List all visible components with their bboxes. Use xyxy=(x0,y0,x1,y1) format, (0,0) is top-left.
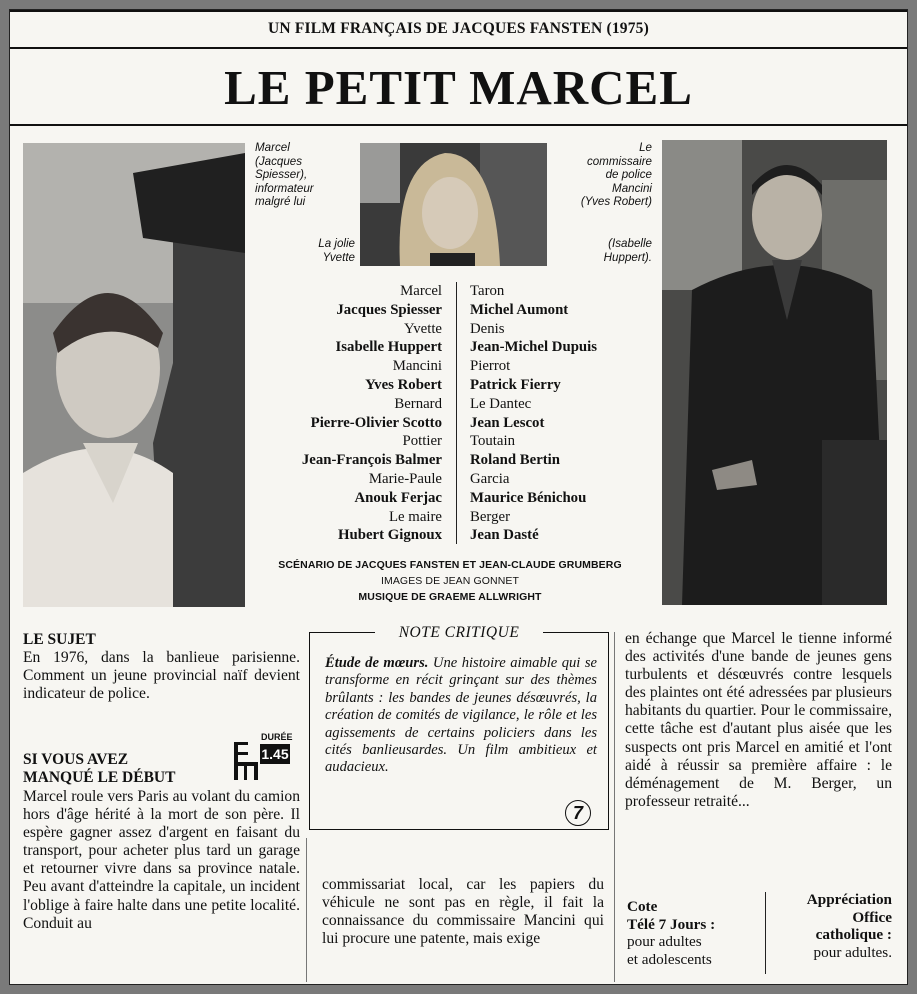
cote-section xyxy=(627,898,715,968)
note-lead: Étude de mœurs. xyxy=(325,655,429,671)
debut-text-col2: commissariat local, car les papiers du véhicule ne sont pas en règle, il fait la connaissance du commissaire Mancini qui lui procure une patente, mais exige xyxy=(322,876,604,948)
cast-actor: Jean Lescot xyxy=(470,414,545,431)
appreciation-section xyxy=(772,891,892,961)
chair-icon xyxy=(232,740,260,782)
photo-yvette xyxy=(360,143,547,266)
cast-role: Le Dantec xyxy=(470,395,532,412)
cast-actor: Isabelle Huppert xyxy=(335,339,442,356)
cast-role: Marie-Paule xyxy=(368,470,442,487)
column-rule-1 xyxy=(306,838,307,982)
cote-value-1: pour adultes xyxy=(627,933,702,950)
sujet-section xyxy=(23,631,300,703)
cast-actor: Yves Robert xyxy=(365,376,442,393)
cast-role: Yvette xyxy=(404,320,442,337)
cast-actor: Anouk Ferjac xyxy=(354,489,442,506)
cast-list-right xyxy=(470,282,670,545)
appreciation-label-1: Appréciation xyxy=(806,891,892,908)
cast-actor: Michel Aumont xyxy=(470,301,569,318)
cast-role: Garcia xyxy=(470,470,510,487)
cast-role: Pottier xyxy=(402,433,442,450)
subtitle-rule xyxy=(10,47,907,49)
appreciation-value: pour adultes. xyxy=(813,943,892,961)
cast-role: Denis xyxy=(470,320,505,337)
cote-value-2: et adolescents xyxy=(627,950,712,968)
cast-actor: Roland Bertin xyxy=(470,452,561,469)
caption-marcel: Marcel (Jacques Spiesser), informateur malgré lui xyxy=(255,141,314,208)
sujet-heading: LE SUJET xyxy=(23,631,96,648)
cast-actor: Jacques Spiesser xyxy=(336,301,442,318)
column-rule-2 xyxy=(614,632,615,982)
cast-role: Taron xyxy=(470,283,505,299)
caption-yvette: La jolie Yvette xyxy=(318,237,355,264)
appreciation-label-3: catholique : xyxy=(815,926,892,943)
cote-label-2: Télé 7 Jours : xyxy=(627,915,716,933)
cast-role: Le maire xyxy=(389,508,442,525)
sujet-text: En 1976, dans la banlieue parisienne. Comment un jeune provincial naïf devient indicateur de police. xyxy=(23,649,300,703)
cast-actor: Jean-François Balmer xyxy=(301,452,442,469)
cast-list-left xyxy=(250,282,442,545)
magazine-page xyxy=(9,9,908,985)
debut-text-col3: en échange que Marcel le tienne informé des activités d'une bande de jeunes gens turbulents et désœuvrés contre lesquels des plaintes ont été adressées par plusieurs habitants du quartier. Pour le commissaire, cette tâche est d'autant plus aisée que les suspects ont pris Marcel en amitié et l'ont aidé à réussir sa première affaire : le déménagement de M. Berger, un professeur retraité... xyxy=(625,630,892,810)
cast-actor: Hubert Gignoux xyxy=(337,527,442,544)
cote-divider xyxy=(765,892,766,974)
duree-label: DURÉE xyxy=(261,732,293,742)
caption-huppert: (Isabelle Huppert). xyxy=(603,237,652,264)
debut-heading-2: MANQUÉ LE DÉBUT xyxy=(23,769,176,786)
cast-actor: Jean Dasté xyxy=(470,527,539,544)
cote-label-1: Cote xyxy=(627,898,658,915)
cast-role: Bernard xyxy=(394,395,442,412)
debut-text-col1: Marcel roule vers Paris au volant du camion hors d'âge hérité à la mort de son père. Il espère gagner assez d'argent en faisant du transport, pour acheter plus tard un garage et retourner vivre dans sa province natale. Peu avant d'atteindre la capitale, un incident l'oblige à faire halte dans une petite localité. Conduit au xyxy=(23,788,300,932)
appreciation-label-2: Office xyxy=(852,908,892,926)
cast-divider xyxy=(456,282,457,544)
note-body: Une histoire aimable qui se transforme en récit grinçant sur des thèmes brûlants : les bandes de jeunes désœuvrés, la création de comités de vigilance, le rôle et les agissements de certains policiers dans les cités banlieusardes. Un film ambitieux et audacieux. xyxy=(325,655,597,776)
cast-actor: Jean-Michel Dupuis xyxy=(470,339,598,356)
cast-actor: Maurice Bénichou xyxy=(470,489,587,506)
cast-actor: Patrick Fierry xyxy=(470,376,561,393)
cast-role: Toutain xyxy=(470,433,515,450)
photo-mancini xyxy=(662,140,887,605)
cast-role: Berger xyxy=(470,508,510,525)
cast-role: Pierrot xyxy=(470,358,511,375)
note-critique-title: NOTE CRITIQUE xyxy=(375,624,543,642)
credit-musique: MUSIQUE DE GRAEME ALLWRIGHT xyxy=(358,591,542,603)
film-title: LE PETIT MARCEL xyxy=(224,60,693,115)
note-critique-text xyxy=(325,655,597,777)
debut-heading-1: SI VOUS AVEZ xyxy=(23,751,129,768)
credit-scenario: SCÉNARIO DE JACQUES FANSTEN ET JEAN-CLAUDE GRUMBERG xyxy=(278,559,622,571)
cast-role: Mancini xyxy=(392,358,442,375)
cast-actor: Pierre-Olivier Scotto xyxy=(310,414,442,431)
photo-marcel xyxy=(23,143,245,607)
cast-role: Marcel xyxy=(400,283,442,299)
tele7-badge: 7 xyxy=(565,800,591,826)
credit-images: IMAGES DE JEAN GONNET xyxy=(380,575,520,587)
title-rule xyxy=(10,124,907,126)
duree-value: 1.45 xyxy=(261,746,289,762)
caption-mancini: Le commissaire de police Mancini (Yves Robert) xyxy=(580,141,652,208)
top-rule xyxy=(10,10,907,12)
film-subtitle: UN FILM FRANÇAIS DE JACQUES FANSTEN (1975) xyxy=(268,20,649,37)
